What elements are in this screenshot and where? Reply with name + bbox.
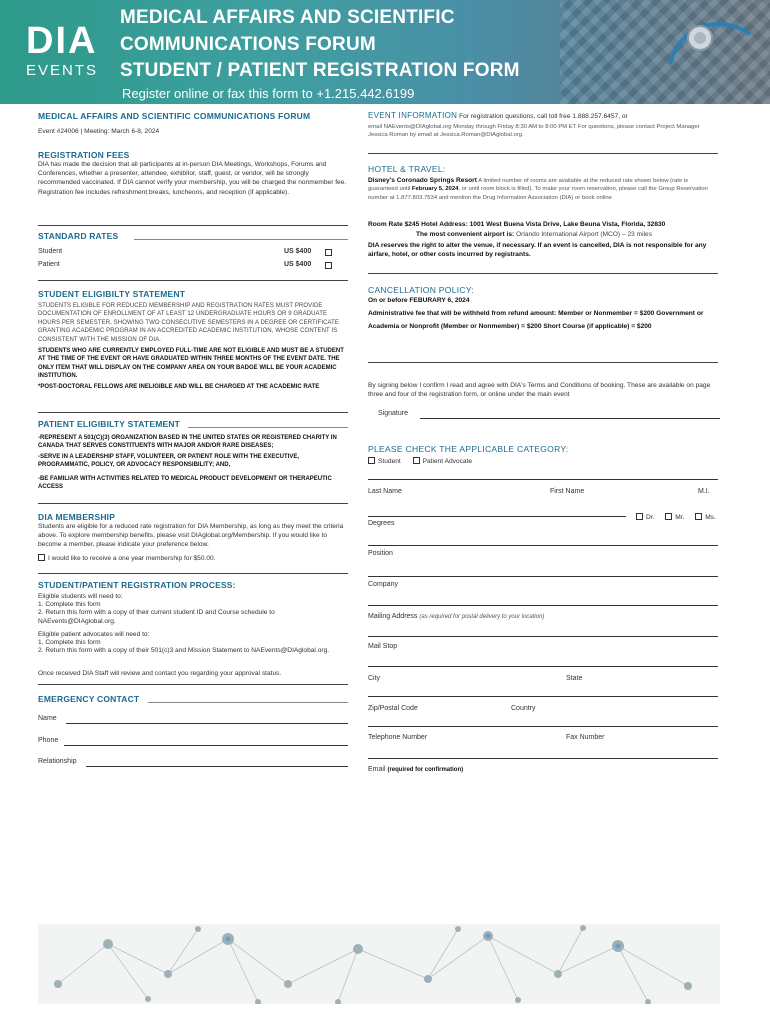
mail-stop-label: Mail Stop xyxy=(368,643,398,650)
process-student-step-1: 1. Complete this form xyxy=(38,601,101,608)
registration-fees-heading: REGISTRATION FEES xyxy=(38,150,130,160)
ms-checkbox[interactable] xyxy=(695,513,702,520)
membership-heading: DIA MEMBERSHIP xyxy=(38,512,116,522)
zip-country-line[interactable] xyxy=(368,696,718,697)
agreement-text: By signing below I confirm I read and agree with DIA's Terms and Conditions of booking. These are available on page three and four of the registration form, or online under the main event xyxy=(368,382,711,399)
divider xyxy=(134,239,348,240)
hotel-heading: HOTEL & TRAVEL: xyxy=(368,164,446,174)
patient-eligibility-heading: PATIENT ELIGIBILTY STATEMENT xyxy=(38,419,181,429)
process-heading: STUDENT/PATIENT REGISTRATION PROCESS: xyxy=(38,580,236,590)
mi-label: M.I. xyxy=(698,488,710,495)
divider xyxy=(368,362,718,363)
student-eligibility-p1: STUDENTS ELIGIBLE FOR REDUCED MEMBERSHIP AND REGISTRATION RATES MUST PROVIDE DOCUMENTATION OF ENROLLMENT OF AT LEAST 12 UNDERGRADUATE HOURS OR 9 GRADUATE HOURS PER SEMESTER, SHOWING TWO CONSECUTIVE SEMESTERS IN A DEGREE OR CERTIFICATE GRANTING ACADEMIC PROGRAM IN AN ACCREDITED ACADEMIC INSTITUTION, WHOSE CONTENT IS CONSISTENT WITH THE MISSION OF DIA. xyxy=(38,303,340,343)
mr-checkbox[interactable] xyxy=(665,513,672,520)
student-rate-checkbox[interactable] xyxy=(325,249,332,256)
divider xyxy=(368,153,718,154)
student-eligibility-p3: *POST-DOCTORAL FELLOWS ARE INELIGIBLE AND WILL BE CHARGED AT THE ACADEMIC RATE xyxy=(38,384,320,390)
first-name-label: First Name xyxy=(550,488,585,495)
emergency-heading: EMERGENCY CONTACT xyxy=(38,694,140,704)
process-patient-intro: Eligible patient advocates will need to: xyxy=(38,631,150,638)
signature-label: Signature xyxy=(378,410,408,417)
emergency-relationship-field[interactable] xyxy=(86,766,348,767)
airport-line: The most convenient airport is: Orlando International Airport (MCO) – 23 miles xyxy=(416,231,653,238)
title-line-2: COMMUNICATIONS FORUM xyxy=(120,34,376,55)
divider xyxy=(38,412,348,413)
fax-label: Fax Number xyxy=(566,734,605,741)
standard-rates-heading: STANDARD RATES xyxy=(38,231,119,241)
signature-field[interactable] xyxy=(420,418,720,419)
divider xyxy=(38,684,348,685)
registration-fees-body: DIA has made the decision that all participants at in-person DIA Meetings, Workshops, Forums and Conferences, whether a presenter, attendee, exhibitor, staff, guest, or vendor, will be strongly recommended vaccinated. If DIA cannot verify your membership, you will be charged the nonmember fee. Registration fee includes refreshment breaks, luncheons, and reception (if applicable). xyxy=(38,161,347,196)
patient-eligibility-p1: -REPRESENT A 501(C)(3) ORGANIZATION BASED IN THE UNITED STATES OR REGISTERED CHARITY IN CANADA THAT SERVES CONSTITUENTS WITH MAJOR AND/OR RARE DISEASES; xyxy=(38,435,337,450)
position-label: Position xyxy=(368,550,393,557)
molecule-network-image xyxy=(38,924,720,1004)
last-name-label: Last Name xyxy=(368,488,402,495)
country-label: Country xyxy=(511,705,536,712)
process-closing: Once received DIA Staff will review and contact you regarding your approval status. xyxy=(38,670,282,677)
company-line[interactable] xyxy=(368,576,718,577)
student-eligibility-p2: STUDENTS WHO ARE CURRENTLY EMPLOYED FULL-TIME ARE NOT ELIGIBLE AND MUST BE A STUDENT AT THE TIME OF THE EVENT OR HAVE GRADUATED WITHIN THREE MONTHS OF THE EVENT DATE. THE ONLY ITEM THAT WILL DISPLAY ON THE COMPANY AREA ON YOUR BADGE WILL BE YOUR ACADEMIC INSTITUTION. xyxy=(38,348,344,380)
title-line-3: STUDENT / PATIENT REGISTRATION FORM xyxy=(120,60,520,81)
rate-row-student: Student US $400 xyxy=(38,248,348,260)
divider xyxy=(38,573,348,574)
city-label: City xyxy=(368,675,381,682)
rate-row-patient: Patient US $400 xyxy=(38,261,348,273)
divider xyxy=(38,280,348,281)
student-eligibility-heading: STUDENT ELIGIBILTY STATEMENT xyxy=(38,289,186,299)
mailing-address-label: Mailing Address (as required for postal delivery to your location) xyxy=(368,613,545,620)
stethoscope-image xyxy=(660,4,760,74)
footer-molecule-graphic xyxy=(38,924,720,1004)
patient-eligibility-p2: -SERVE IN A LEADERSHIP STAFF, VOLUNTEER, OR PATIENT ROLE WITH THE EXECUTIVE, PROGRAMMATIC, POLICY, OR ADVOCACY RESPONSIBILITY; AND, xyxy=(38,454,300,469)
emergency-phone-field[interactable] xyxy=(64,745,348,746)
student-category-checkbox[interactable] xyxy=(368,457,375,464)
name-row-top-line xyxy=(368,479,718,480)
position-line[interactable] xyxy=(368,545,718,546)
patient-rate-checkbox[interactable] xyxy=(325,262,332,269)
divider xyxy=(148,702,348,703)
hotel-rate-line: Room Rate $245 Hotel Address: 1001 West Buena Vista Drive, Lake Beuna Vista, Florida, 32830 xyxy=(368,221,666,228)
divider xyxy=(38,503,348,504)
process-patient-step-2: 2. Return this form with a copy of their 501(c)3 and Mission Statement to NAEvents@DIAglobal.org. xyxy=(38,647,330,654)
event-meta: Event #24006 | Meeting: March 6-8, 2024 xyxy=(38,128,160,135)
mail-stop-line[interactable] xyxy=(368,636,718,637)
city-state-line[interactable] xyxy=(368,666,718,667)
emergency-name-field[interactable] xyxy=(66,723,348,724)
patient-advocate-checkbox[interactable] xyxy=(413,457,420,464)
venue-disclaimer: DIA reserves the right to alter the venue, if necessary. If an event is cancelled, DIA is not responsible for any airfare, hotel, or other costs incurred by registrants. xyxy=(368,242,707,259)
divider xyxy=(368,273,718,274)
event-info-body: email NAEvents@DIAglobal.org Monday through Friday 8:30 AM to 8:00 PM ET For questions, please contact Project Manager Jessica Roman by email at Jessica.Roman@DIAglobal.org. xyxy=(368,124,700,139)
email-label: Email (required for confirmation) xyxy=(368,766,464,773)
membership-checkbox[interactable] xyxy=(38,554,45,561)
process-student-step-2: 2. Return this form with a copy of their current student ID and Course schedule to NAEvents@DIAglobal.org. xyxy=(38,609,275,626)
title-line-1: MEDICAL AFFAIRS AND SCIENTIFIC xyxy=(120,7,455,28)
patient-eligibility-p3: -BE FAMILIAR WITH ACTIVITIES RELATED TO MEDICAL PRODUCT DEVELOPMENT OR THERAPEUTIC ACCESS xyxy=(38,476,332,491)
category-heading: PLEASE CHECK THE APPLICABLE CATEGORY: xyxy=(368,444,569,454)
divider xyxy=(38,225,348,226)
mailing-address-line[interactable] xyxy=(368,605,718,606)
company-label: Company xyxy=(368,581,398,588)
fax-subtitle: Register online or fax this form to +1.215.442.6199 xyxy=(122,86,415,101)
degrees-line[interactable] xyxy=(368,516,626,517)
event-title: MEDICAL AFFAIRS AND SCIENTIFIC COMMUNICATIONS FORUM xyxy=(38,111,311,121)
cancellation-fees: Administrative fee that will be withheld from refund amount: Member or Nonmember = $200 Government or Academia or Nonprofit (Member or Nonmember) = $200 Short Course (if applicable) = $200 xyxy=(368,310,704,330)
process-patient-step-1: 1. Complete this form xyxy=(38,639,101,646)
telephone-fax-line[interactable] xyxy=(368,726,718,727)
membership-option: I would like to receive a one year membership for $50.00. xyxy=(38,554,348,563)
emergency-relationship-label: Relationship xyxy=(38,758,77,765)
cancellation-heading: CANCELLATION POLICY: xyxy=(368,285,474,295)
event-info: EVENT INFORMATION For registration questions, call toll free 1.888.257.6457, or xyxy=(368,111,628,120)
dr-checkbox[interactable] xyxy=(636,513,643,520)
dia-events-logo: DIA EVENTS xyxy=(26,20,99,79)
cancellation-date: On or before FEBURARY 6, 2024 xyxy=(368,297,470,304)
emergency-phone-label: Phone xyxy=(38,737,59,744)
hotel-text: Disney's Coronado Springs Resort A limited number of rooms are available at the reduced rate shown below (rate is guaranteed until February 5, 2024, or until room block is filled). To make your room reservation, please call the Group Reservation number at 1.877.803.7534 and mention the Drug Information Association (DIA) or book online xyxy=(368,177,708,201)
salutation-options: Dr. Mr. Ms. xyxy=(636,513,726,522)
divider xyxy=(188,427,348,428)
process-student-intro: Eligible students will need to: xyxy=(38,593,123,600)
degrees-label: Degrees xyxy=(368,520,395,527)
category-options: Student Patient Advocate xyxy=(368,457,718,466)
zip-label: Zip/Postal Code xyxy=(368,705,418,712)
state-label: State xyxy=(566,675,583,682)
email-line[interactable] xyxy=(368,758,718,759)
emergency-name-label: Name xyxy=(38,715,57,722)
header-banner xyxy=(0,0,770,104)
membership-body: Students are eligible for a reduced rate registration for DIA Membership, as long as they meet the criteria above. To explore membership benefits, please visit DIAglobal.org/Membership. If you would like to become a member, please indicate your preference below. xyxy=(38,523,344,549)
telephone-label: Telephone Number xyxy=(368,734,428,741)
